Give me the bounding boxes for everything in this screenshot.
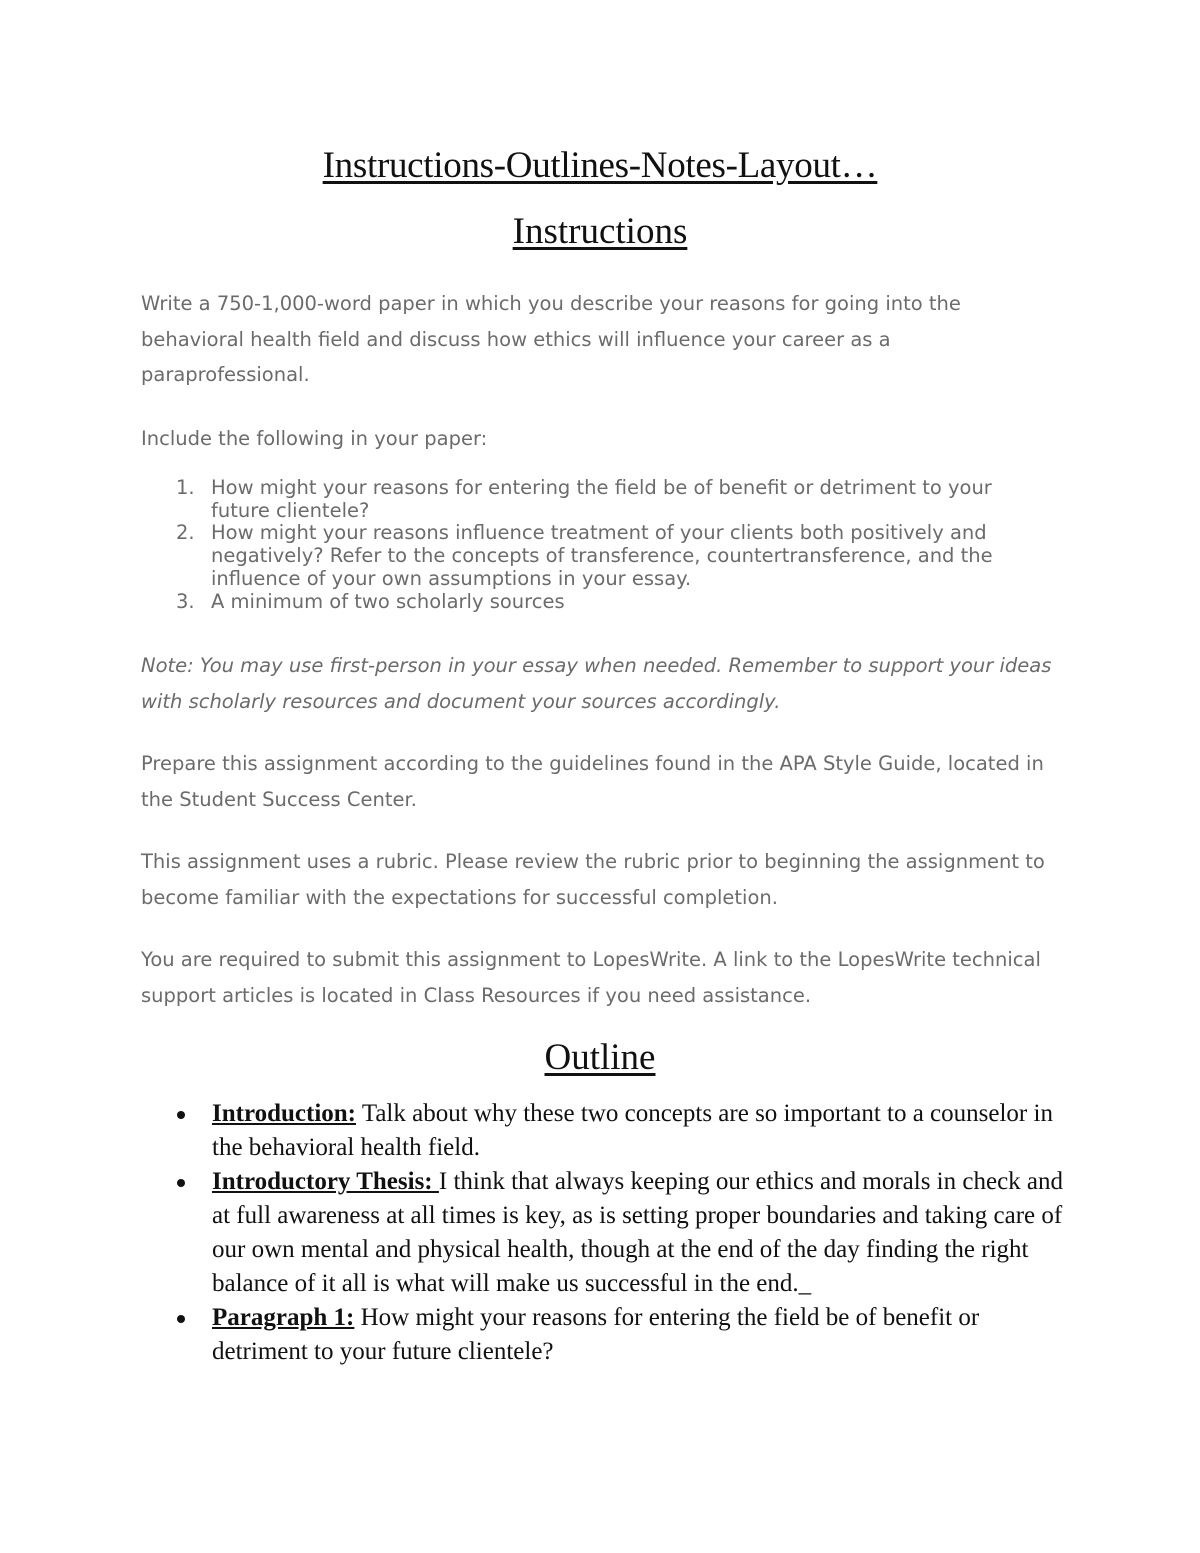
note-paragraph: Note: You may use first-person in your essay when needed. Remember to support your ideas with scholarly resources and document your sources accordingly. <box>141 654 1052 713</box>
lopeswrite-paragraph: You are required to submit this assignment to LopesWrite. A link to the LopesWrite technical support articles is located in Class Resources if you need assistance. <box>141 948 1041 1007</box>
instructions-intro: Write a 750-1,000-word paper in which you describe your reasons for going into the behavioral health field and discuss how ethics will influence your career as a paraprofessional. <box>141 292 961 386</box>
outline-item-label: Introductory Thesis: <box>212 1168 439 1195</box>
list-item-text: How might your reasons influence treatment of your clients both positively and negatively? Refer to the concepts of transference, countertransference, and the influence of your own assumptions in your essay. <box>211 521 993 590</box>
list-item-text: How might your reasons for entering the field be of benefit or detriment to your future clientele? <box>211 476 992 522</box>
list-item <box>141 591 1041 614</box>
outline-item-label: Paragraph 1: <box>212 1304 355 1331</box>
instructions-heading: Instructions <box>512 211 688 252</box>
outline-item-text: Talk about why these two concepts are so important to a counselor in the behavioral health field. <box>212 1100 1053 1161</box>
outline-list <box>141 1097 1071 1369</box>
outline-heading: Outline <box>544 1037 656 1078</box>
list-number: 3. <box>176 589 195 613</box>
bullet-icon <box>177 1315 185 1323</box>
outline-item-label: Introduction: <box>212 1100 357 1127</box>
requirements-list <box>141 477 1041 613</box>
document-title: Instructions-Outlines-Notes-Layout… <box>322 145 878 186</box>
list-item <box>141 522 1041 590</box>
rubric-paragraph: This assignment uses a rubric. Please review the rubric prior to beginning the assignment to become familiar with the expectations for successful completion. <box>141 850 1045 909</box>
list-number: 1. <box>176 476 195 499</box>
include-label: Include the following in your paper: <box>141 427 488 450</box>
outline-item-text: I think that always keeping our ethics and morals in check and at full awareness at all times is key, as is setting proper boundaries and taking care of our own mental and physical health, though at the end of the day finding the right balance of it all is what will make us successful in the end._ <box>212 1168 1064 1297</box>
list-item <box>141 1165 1071 1301</box>
list-item-text: A minimum of two scholarly sources <box>211 589 565 613</box>
outline-item-text: How might your reasons for entering the field be of benefit or detriment to your future clientele? <box>212 1304 980 1365</box>
list-item <box>141 477 1041 522</box>
list-item <box>141 1097 1071 1165</box>
apa-paragraph: Prepare this assignment according to the guidelines found in the APA Style Guide, located in the Student Success Center. <box>141 752 1044 811</box>
bullet-icon <box>177 1179 185 1187</box>
list-item <box>141 1301 1071 1369</box>
bullet-icon <box>177 1111 185 1119</box>
list-number: 2. <box>176 521 195 545</box>
